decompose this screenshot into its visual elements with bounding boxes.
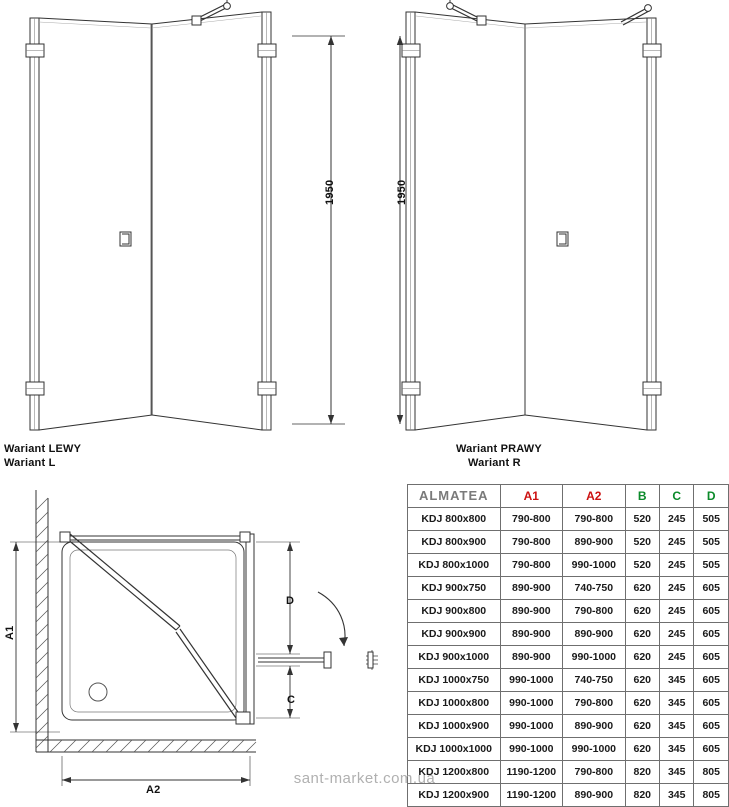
table-body: [408, 508, 729, 807]
cell-model: KDJ 1200x800: [408, 761, 501, 784]
cell-a2: 990-1000: [563, 646, 625, 669]
table-row: [408, 623, 729, 646]
cell-d: 605: [694, 692, 729, 715]
cell-b: 520: [625, 531, 659, 554]
left-variant-caption-2: Wariant L: [4, 457, 56, 469]
cell-c: 245: [660, 600, 694, 623]
cell-a2: 740-750: [563, 669, 625, 692]
cell-b: 620: [625, 669, 659, 692]
cell-model: KDJ 900x750: [408, 577, 501, 600]
plan-dim-a2-label: A2: [146, 784, 161, 796]
header-a1: A1: [500, 485, 563, 508]
cell-d: 605: [694, 623, 729, 646]
cell-b: 620: [625, 715, 659, 738]
cell-a1: 990-1000: [500, 738, 563, 761]
right-variant-drawing: [389, 0, 729, 460]
cell-model: KDJ 900x800: [408, 600, 501, 623]
brand-cell: ALMATEA: [408, 485, 501, 508]
cell-c: 345: [660, 761, 694, 784]
cell-model: KDJ 1000x900: [408, 715, 501, 738]
cell-a1: 1190-1200: [500, 784, 563, 807]
cell-b: 620: [625, 623, 659, 646]
cell-d: 805: [694, 761, 729, 784]
right-variant-height-value: 1950: [396, 179, 408, 205]
table-row: [408, 508, 729, 531]
cell-c: 245: [660, 554, 694, 577]
cell-b: 520: [625, 508, 659, 531]
plan-dim-c-label: C: [287, 694, 296, 706]
plan-dim-d-label: D: [286, 595, 295, 607]
plan-dim-a1-label: A1: [4, 625, 16, 640]
cell-c: 345: [660, 692, 694, 715]
cell-model: KDJ 800x900: [408, 531, 501, 554]
cell-c: 245: [660, 508, 694, 531]
almatea-kdj-table: [407, 484, 729, 807]
height-dimension-left: [292, 36, 345, 424]
cell-a2: 890-900: [563, 715, 625, 738]
cell-a1: 790-800: [500, 531, 563, 554]
cell-model: KDJ 900x900: [408, 623, 501, 646]
cell-a2: 740-750: [563, 577, 625, 600]
cell-d: 505: [694, 508, 729, 531]
cell-d: 605: [694, 646, 729, 669]
cell-c: 245: [660, 646, 694, 669]
cell-a1: 990-1000: [500, 669, 563, 692]
cell-model: KDJ 1000x800: [408, 692, 501, 715]
cell-d: 605: [694, 738, 729, 761]
left-variant-height-value: 1950: [324, 179, 336, 205]
cell-b: 620: [625, 692, 659, 715]
cell-b: 820: [625, 784, 659, 807]
cell-a1: 1190-1200: [500, 761, 563, 784]
cell-c: 345: [660, 669, 694, 692]
cell-d: 605: [694, 600, 729, 623]
header-d: D: [694, 485, 729, 508]
cell-d: 605: [694, 715, 729, 738]
table-row: [408, 554, 729, 577]
cell-d: 805: [694, 784, 729, 807]
left-variant-drawing: [0, 0, 370, 460]
header-b: B: [625, 485, 659, 508]
table-row: [408, 692, 729, 715]
table-row: [408, 715, 729, 738]
cell-model: KDJ 800x1000: [408, 554, 501, 577]
cell-a2: 790-800: [563, 600, 625, 623]
cell-b: 620: [625, 577, 659, 600]
cell-a1: 890-900: [500, 600, 563, 623]
cell-a2: 890-900: [563, 623, 625, 646]
cell-c: 245: [660, 577, 694, 600]
cell-a2: 790-800: [563, 761, 625, 784]
table-row: [408, 669, 729, 692]
right-variant-caption-2: Wariant R: [468, 457, 521, 469]
table-row: [408, 738, 729, 761]
cell-d: 505: [694, 554, 729, 577]
cell-model: KDJ 900x1000: [408, 646, 501, 669]
cell-model: KDJ 1200x900: [408, 784, 501, 807]
cell-c: 245: [660, 531, 694, 554]
cell-a1: 790-800: [500, 554, 563, 577]
header-a2: A2: [563, 485, 625, 508]
cell-a2: 790-800: [563, 508, 625, 531]
left-variant-caption-1: Wariant LEWY: [4, 443, 82, 455]
cell-model: KDJ 1000x750: [408, 669, 501, 692]
right-variant-caption-1: Wariant PRAWY: [456, 443, 542, 455]
cell-a1: 990-1000: [500, 715, 563, 738]
cell-c: 245: [660, 623, 694, 646]
table-row: [408, 600, 729, 623]
cell-c: 345: [660, 715, 694, 738]
cell-b: 520: [625, 554, 659, 577]
cell-a2: 990-1000: [563, 554, 625, 577]
cell-a2: 890-900: [563, 531, 625, 554]
cell-d: 605: [694, 577, 729, 600]
cell-b: 620: [625, 600, 659, 623]
cell-a2: 790-800: [563, 692, 625, 715]
table-row: [408, 531, 729, 554]
cell-a1: 890-900: [500, 623, 563, 646]
table-row: [408, 646, 729, 669]
table-row: [408, 577, 729, 600]
cell-a1: 890-900: [500, 577, 563, 600]
cell-model: KDJ 1000x1000: [408, 738, 501, 761]
plan-view-drawing: [0, 480, 400, 800]
height-dimension-right: [397, 36, 403, 424]
cell-d: 505: [694, 531, 729, 554]
dimensions-table: [407, 484, 729, 807]
cell-a2: 990-1000: [563, 738, 625, 761]
cell-a1: 790-800: [500, 508, 563, 531]
watermark: sant-market.com.ua: [293, 770, 436, 787]
cell-b: 820: [625, 761, 659, 784]
cell-model: KDJ 800x800: [408, 508, 501, 531]
table-header-row: [408, 485, 729, 508]
cell-d: 605: [694, 669, 729, 692]
cell-b: 620: [625, 738, 659, 761]
cell-a1: 990-1000: [500, 692, 563, 715]
cell-c: 345: [660, 738, 694, 761]
header-c: C: [660, 485, 694, 508]
cell-a2: 890-900: [563, 784, 625, 807]
cell-b: 620: [625, 646, 659, 669]
cell-c: 345: [660, 784, 694, 807]
cell-a1: 890-900: [500, 646, 563, 669]
